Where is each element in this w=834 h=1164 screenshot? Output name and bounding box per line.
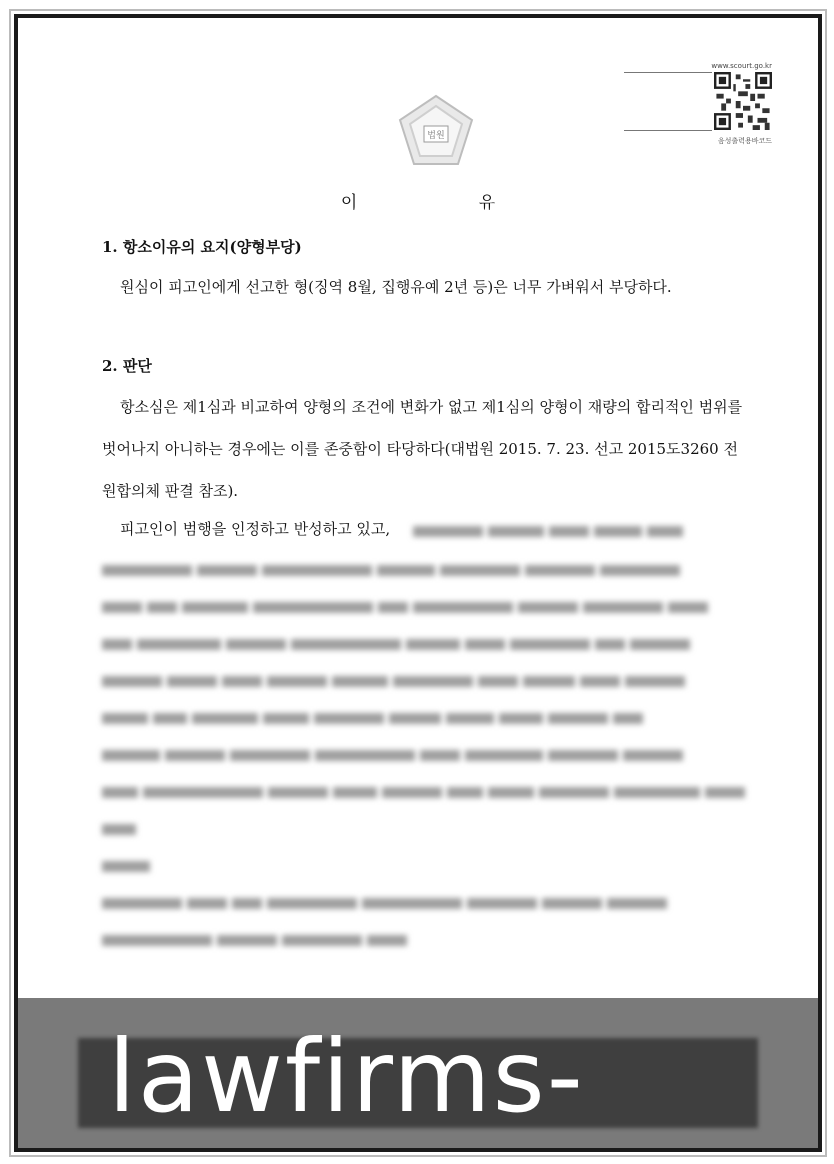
watermark-text: lawfirms- [108, 1018, 585, 1135]
divider [624, 72, 712, 73]
court-emblem-icon [396, 94, 476, 166]
section-1-heading: 1. 항소이유의 요지(양형부당) [102, 238, 302, 256]
watermark-banner [18, 998, 818, 1148]
document-page [14, 14, 822, 1152]
section-2-heading: 2. 판단 [102, 357, 152, 375]
barcode-area [624, 62, 774, 172]
redacted-block [102, 552, 752, 959]
section-2-body: 항소심은 제1심과 비교하여 양형의 조건에 변화가 없고 제1심의 양형이 재량의 합리적인 범위를 벗어나지 아니하는 경우에는 이를 존중함이 타당하다(대법원 2015. 7. 23. 선고 2015도3260 전원합의체 판결 참조). [102, 398, 743, 500]
document-title: 이 유 [340, 193, 554, 213]
site-url: www.scourt.go.kr [711, 62, 772, 70]
divider [624, 130, 712, 131]
qr-code-icon [714, 72, 772, 130]
redacted-text [395, 509, 688, 551]
section-1-body: 원심이 피고인에게 선고한 형(징역 8월, 집행유예 2년 등)은 너무 가벼워서 부당하다. [120, 278, 672, 296]
svg-text:법원: 법원 [427, 131, 445, 141]
paragraph-2-visible-text: 피고인이 범행을 인정하고 반성하고 있고, [120, 520, 391, 538]
barcode-caption: 음성출력용바코드 [717, 137, 772, 145]
section-2-paragraph-2 [102, 508, 752, 551]
